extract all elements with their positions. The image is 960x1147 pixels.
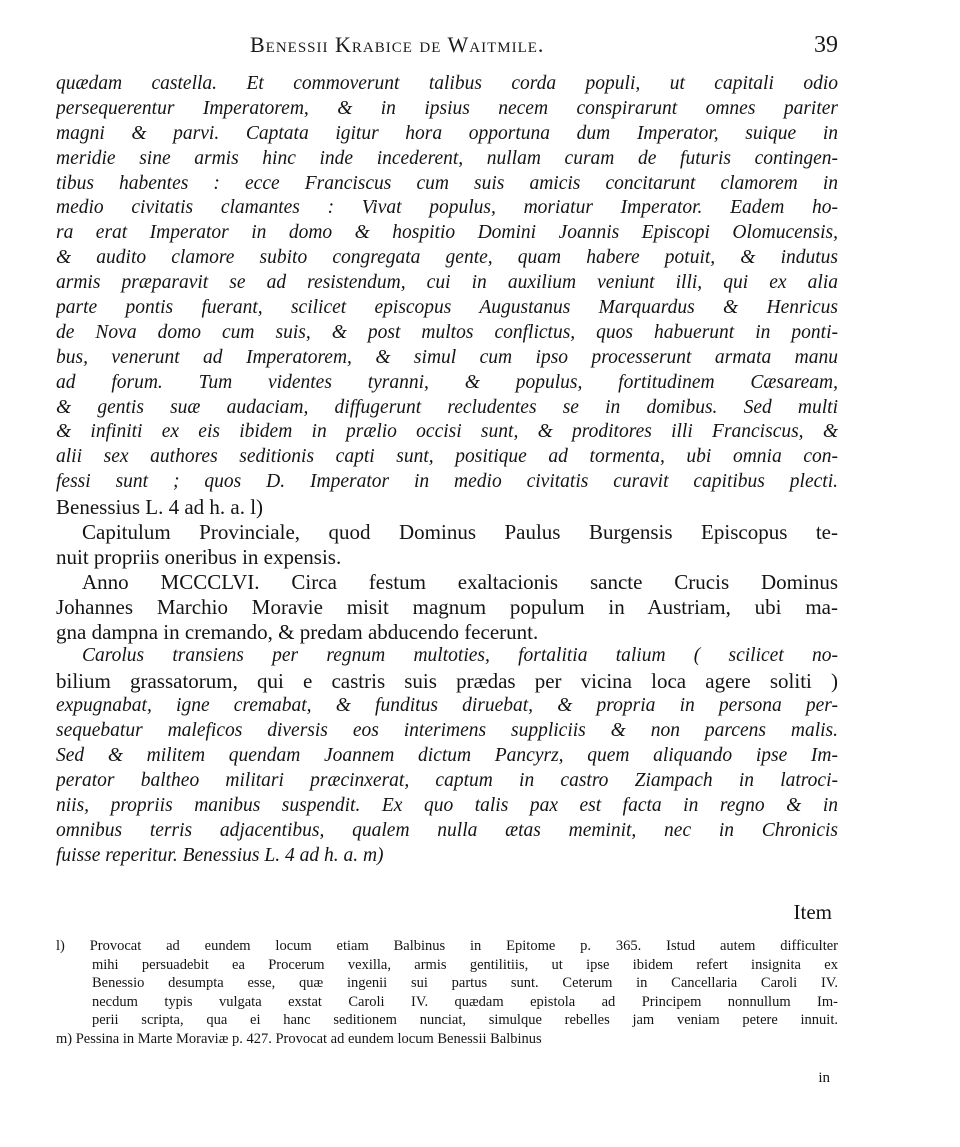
text-line: & gentis suæ audaciam, diffugerunt recludentes se in domibus. Sed multi [56, 396, 838, 418]
text-line: sequebatur maleficos diversis eos interimens suppliciis & non parcens malis. [56, 720, 838, 742]
text-line: perator baltheo militari præcinxerat, captum in castro Ziampach in latroci- [56, 769, 838, 791]
footnotes [56, 937, 838, 1049]
footnote-line: l) Provocat ad eundem locum etiam Balbinus in Epitome p. 365. Istud autem difficulter [56, 938, 838, 954]
text-line: alii sex authores seditionis capti sunt, positique ad tormenta, ubi omnia con- [56, 446, 838, 468]
running-head: Benessii Krabice de Waitmile. [250, 32, 545, 57]
text-line: nuit propriis oneribus in expensis. [56, 544, 342, 569]
text-line: Carolus transiens per regnum multoties, fortalitia talium ( scilicet no- [82, 645, 838, 667]
main-text [56, 72, 838, 869]
text-line: de Nova domo cum suis, & post multos conflictus, quos habuerunt in ponti- [56, 321, 838, 343]
text-line: Capitulum Provinciale, quod Dominus Paulus Burgensis Episcopus te- [82, 520, 838, 545]
text-line: medio civitatis clamantes : Vivat populus, moriatur Imperator. Eadem ho- [56, 197, 838, 219]
text-line: ad forum. Tum videntes tyranni, & populus, fortitudinem Cæsaream, [56, 371, 838, 393]
text-line: niis, propriis manibus suspendit. Ex quo talis pax est facta in regno & in [56, 794, 838, 816]
text-line: magni & parvi. Captata igitur hora opportuna dum Imperator, suique in [56, 122, 838, 144]
text-line: persequerentur Imperatorem, & in ipsius necem conspirarunt omnes pariter [56, 97, 838, 119]
footnote-line: necdum typis vulgata exstat Caroli IV. quædam epistola ad Principem nonnullum Im- [92, 993, 838, 1010]
footnote-line: mihi persuadebit ea Procerum vexilla, armis gentilitiis, ut ipse ibidem refert insignita ex [92, 956, 838, 973]
text-line: expugnabat, igne cremabat, & funditus diruebat, & propria in persona per- [56, 695, 838, 717]
footnote-line: Benessio desumpta esse, quæ ingenii sui partus sunt. Ceterum in Cancellaria Caroli IV. [92, 975, 838, 992]
text-line: meridie sine armis hinc inde incederent, nullam curam de futuris contingen- [56, 147, 838, 169]
text-line: Benessius L. 4 ad h. a. l) [56, 495, 264, 520]
footnote-line: m) Pessina in Marte Moraviæ p. 427. Provocat ad eundem locum Benessii Balbinus [56, 1030, 542, 1047]
text-line: fuisse reperitur. Benessius L. 4 ad h. a. m) [56, 844, 384, 866]
text-line: quædam castella. Et commoverunt talibus corda populi, ut capitali odio [56, 73, 838, 94]
text-line: bilium grassatorum, qui e castris suis prædas per vicina loca agere soliti ) [56, 669, 838, 694]
text-line: gna dampna in cremando, & predam abducendo fecerunt. [56, 619, 539, 644]
text-line: fessi sunt ; quos D. Imperator in medio civitatis curavit capitibus plecti. [56, 471, 838, 493]
catch-item: Item [793, 900, 832, 924]
catchword: in [818, 1070, 830, 1086]
text-line: Johannes Marchio Moravie misit magnum populum in Austriam, ubi ma- [56, 594, 838, 619]
page-number: 39 [814, 32, 838, 58]
footnote-line: perii scripta, qua ei hanc seditionem nunciat, simulque rebelles jam veniam petere innuit. [92, 1012, 838, 1029]
text-line: bus, venerunt ad Imperatorem, & simul cum ipso processerunt armata manu [56, 346, 838, 368]
text-line: armis præparavit se ad resistendum, cui in auxilium veniunt illi, qui ex alia [56, 272, 838, 294]
text-line: & audito clamore subito congregata gente, quam habere potuit, & indutus [56, 247, 838, 269]
text-line: & infiniti ex eis ibidem in prælio occisi sunt, & proditores illi Franciscus, & [56, 421, 838, 443]
text-line: parte pontis fuerant, scilicet episcopus Augustanus Marquardus & Henricus [56, 297, 838, 319]
text-line: Sed & militem quendam Joannem dictum Pancyrz, quem aliquando ipse Im- [56, 745, 838, 767]
text-line: ra erat Imperator in domo & hospitio Domini Joannis Episcopi Olomucensis, [56, 222, 838, 244]
text-line: omnibus terris adjacentibus, qualem nulla ætas meminit, nec in Chronicis [56, 819, 838, 841]
text-line: Anno MCCCLVI. Circa festum exaltacionis sancte Crucis Dominus [82, 569, 838, 594]
text-line: tibus habentes : ecce Franciscus cum suis amicis concitarunt clamorem in [56, 172, 838, 194]
